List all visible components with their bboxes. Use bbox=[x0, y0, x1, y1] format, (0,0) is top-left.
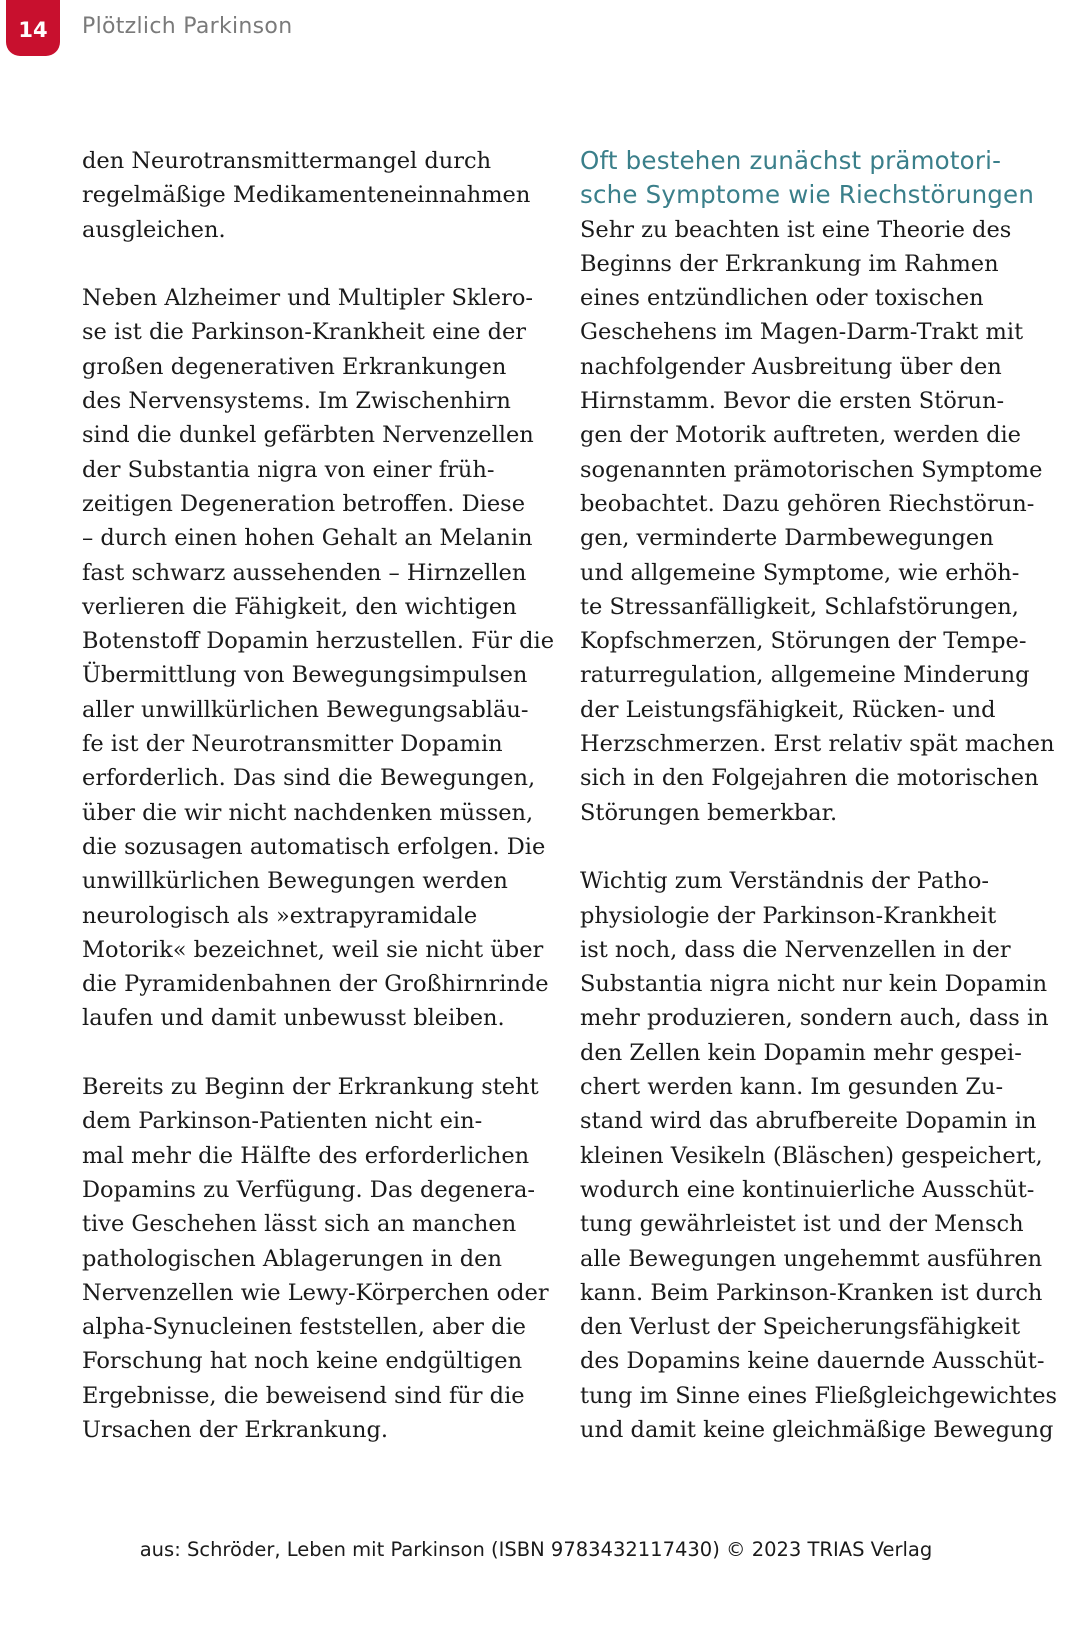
text-line: Hirnstamm. Bevor die ersten Störun- bbox=[580, 388, 1005, 415]
text-line: Forschung hat noch keine endgültigen bbox=[82, 1348, 523, 1375]
paragraph-gap bbox=[82, 1036, 542, 1070]
text-line: des Dopamins keine dauernde Ausschüt- bbox=[580, 1348, 1045, 1375]
text-line: Geschehens im Magen-Darm-Trakt mit bbox=[580, 319, 1024, 346]
text-line: großen degenerativen Erkrankungen bbox=[82, 353, 507, 380]
text-line: Sehr zu beachten ist eine Theorie des bbox=[580, 216, 1012, 243]
text-line: Dopamins zu Verfügung. Das degenera- bbox=[82, 1176, 535, 1203]
paragraph bbox=[82, 1070, 549, 1447]
text-line: die sozusagen automatisch erfolgen. Die bbox=[82, 833, 546, 860]
text-line: physiologie der Parkinson-Krankheit bbox=[580, 902, 997, 929]
text-line: alpha-Synucleinen feststellen, aber die bbox=[82, 1314, 526, 1341]
text-line: ist noch, dass die Nervenzellen in der bbox=[580, 936, 1011, 963]
text-line: Ursachen der Erkrankung. bbox=[82, 1416, 389, 1443]
text-line: kleinen Vesikeln (Bläschen) gespeichert, bbox=[580, 1142, 1043, 1169]
paragraph bbox=[580, 864, 1058, 1447]
left-column bbox=[82, 144, 555, 1447]
text-line: Nervenzellen wie Lewy-Körperchen oder bbox=[82, 1279, 549, 1306]
citation-text: aus: Schröder, Leben mit Parkinson (ISBN 9783432117430) © 2023 TRIAS Verlag bbox=[139, 1538, 933, 1561]
text-line: mal mehr die Hälfte des erforderlichen bbox=[82, 1142, 530, 1169]
text-line: zeitigen Degeneration betroffen. Diese bbox=[82, 490, 526, 517]
right-column bbox=[580, 144, 1058, 1447]
text-line: dem Parkinson-Patienten nicht ein- bbox=[82, 1108, 483, 1135]
text-line: verlieren die Fähigkeit, den wichtigen bbox=[82, 593, 517, 620]
section-heading bbox=[580, 144, 1040, 213]
text-line: gen der Motorik auftreten, werden die bbox=[580, 422, 1022, 449]
text-line: über die wir nicht nachdenken müssen, bbox=[82, 799, 534, 826]
heading-line: sche Symptome wie Riechstörungen bbox=[580, 180, 1035, 210]
text-line: den Zellen kein Dopamin mehr gespei- bbox=[580, 1039, 1022, 1066]
paragraph-gap bbox=[580, 830, 1040, 864]
text-line: Störungen bemerkbar. bbox=[580, 799, 838, 826]
text-line: regelmäßige Medikamenteneinnahmen bbox=[82, 182, 531, 209]
running-title: Plötzlich Parkinson bbox=[82, 14, 293, 39]
page-number-badge bbox=[6, 0, 60, 56]
text-line: nachfolgender Ausbreitung über den bbox=[580, 353, 1002, 380]
text-line: laufen und damit unbewusst bleiben. bbox=[82, 1005, 505, 1032]
text-line: Bereits zu Beginn der Erkrankung steht bbox=[82, 1074, 539, 1101]
text-line: raturregulation, allgemeine Minderung bbox=[580, 662, 1030, 689]
text-line: Kopfschmerzen, Störungen der Tempe- bbox=[580, 628, 1027, 655]
text-line: beobachtet. Dazu gehören Riechstörun- bbox=[580, 490, 1035, 517]
text-line: den Verlust der Speicherungsfähigkeit bbox=[580, 1314, 1021, 1341]
text-line: fe ist der Neurotransmitter Dopamin bbox=[82, 731, 503, 758]
heading-line: Oft bestehen zunächst prämotori- bbox=[580, 146, 1002, 175]
text-line: fast schwarz aussehenden – Hirnzellen bbox=[82, 559, 527, 586]
text-line: des Nervensystems. Im Zwischenhirn bbox=[82, 388, 511, 415]
text-line: – durch einen hohen Gehalt an Melanin bbox=[82, 525, 533, 552]
paragraph-gap bbox=[82, 247, 542, 281]
text-line: der Leistungsfähigkeit, Rücken- und bbox=[580, 696, 996, 723]
page-number: 14 bbox=[18, 18, 48, 42]
text-line: die Pyramidenbahnen der Großhirnrinde bbox=[82, 971, 549, 998]
text-line: tive Geschehen lässt sich an manchen bbox=[82, 1211, 517, 1238]
text-line: Motorik« bezeichnet, weil sie nicht über bbox=[82, 936, 544, 963]
text-line: alle Bewegungen ungehemmt ausführen bbox=[580, 1245, 1043, 1272]
text-line: Übermittlung von Bewegungsimpulsen bbox=[82, 662, 528, 689]
paragraph bbox=[82, 144, 542, 247]
text-line: sich in den Folgejahren die motorischen bbox=[580, 765, 1039, 792]
text-line: tung im Sinne eines Fließgleichgewichtes bbox=[580, 1382, 1058, 1409]
text-line: Ergebnisse, die beweisend sind für die bbox=[82, 1382, 525, 1409]
text-line: und damit keine gleichmäßige Bewegung bbox=[580, 1416, 1054, 1443]
text-line: sogenannten prämotorischen Symptome bbox=[580, 456, 1043, 483]
text-line: tung gewährleistet ist und der Mensch bbox=[580, 1211, 1024, 1238]
text-line: stand wird das abrufbereite Dopamin in bbox=[580, 1108, 1037, 1135]
text-line: mehr produzieren, sondern auch, dass in bbox=[580, 1005, 1049, 1032]
text-line: Botenstoff Dopamin herzustellen. Für die bbox=[82, 628, 555, 655]
text-line: ausgleichen. bbox=[82, 216, 226, 243]
paragraph bbox=[580, 213, 1055, 830]
text-line: unwillkürlichen Bewegungen werden bbox=[82, 868, 508, 895]
text-line: se ist die Parkinson-Krankheit eine der bbox=[82, 319, 527, 346]
text-line: den Neurotransmittermangel durch bbox=[82, 148, 492, 174]
footer-citation bbox=[0, 1538, 1072, 1561]
text-line: chert werden kann. Im gesunden Zu- bbox=[580, 1074, 1004, 1101]
text-line: erforderlich. Das sind die Bewegungen, bbox=[82, 765, 536, 792]
text-line: Wichtig zum Verständnis der Patho- bbox=[580, 868, 990, 895]
text-line: Substantia nigra nicht nur kein Dopamin bbox=[580, 971, 1048, 998]
text-line: Beginns der Erkrankung im Rahmen bbox=[580, 250, 999, 277]
text-line: te Stressanfälligkeit, Schlafstörungen, bbox=[580, 593, 1019, 620]
text-line: gen, verminderte Darmbewegungen bbox=[580, 525, 994, 552]
text-line: aller unwillkürlichen Bewegungsabläu- bbox=[82, 696, 529, 723]
text-line: der Substantia nigra von einer früh- bbox=[82, 456, 495, 483]
text-line: und allgemeine Symptome, wie erhöh- bbox=[580, 559, 1020, 586]
text-line: kann. Beim Parkinson-Kranken ist durch bbox=[580, 1279, 1043, 1306]
text-line: pathologischen Ablagerungen in den bbox=[82, 1245, 502, 1272]
text-line: sind die dunkel gefärbten Nervenzellen bbox=[82, 422, 534, 449]
paragraph bbox=[82, 281, 555, 1036]
text-line: wodurch eine kontinuierliche Ausschüt- bbox=[580, 1176, 1035, 1203]
text-line: Neben Alzheimer und Multipler Sklero- bbox=[82, 285, 534, 312]
text-line: Herzschmerzen. Erst relativ spät machen bbox=[580, 731, 1055, 758]
text-line: neurologisch als »extrapyramidale bbox=[82, 902, 478, 929]
text-line: eines entzündlichen oder toxischen bbox=[580, 285, 984, 312]
